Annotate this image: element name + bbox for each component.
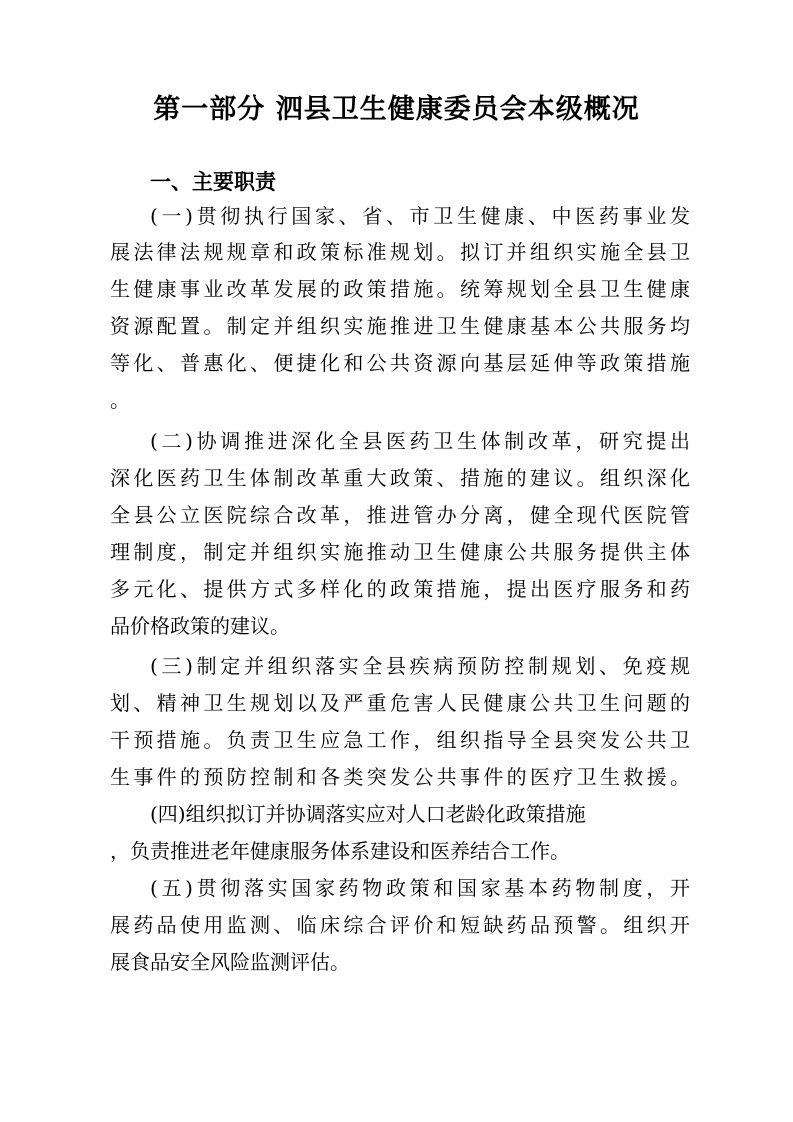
paragraph-line: 资源配置。制定并组织实施推进卫生健康基本公共服务均 <box>110 314 690 338</box>
paragraph-line: (二)协调推进深化全县医药卫生体制改革，研究提出 <box>150 429 690 453</box>
paragraph-line: 。 <box>110 388 130 412</box>
paragraph-line: (一)贯彻执行国家、省、市卫生健康、中医药事业发 <box>150 204 690 228</box>
paragraph-line: 展药品使用监测、临床综合评价和短缺药品预警。组织开 <box>110 913 690 937</box>
document-title: 第一部分 泗县卫生健康委员会本级概况 <box>153 94 640 125</box>
paragraph-line: 生事件的预防控制和各类突发公共事件的医疗卫生救援。 <box>110 765 690 789</box>
paragraph-line: (三)制定并组织落实全县疾病预防控制规划、免疫规 <box>150 654 690 678</box>
paragraph-line: 全县公立医院综合改革，推进管办分离，健全现代医院管 <box>110 503 690 527</box>
paragraph-line: 展法律法规规章和政策标准规划。拟订并组织实施全县卫 <box>110 240 690 264</box>
paragraph-line: 品价格政策的建议。 <box>110 614 290 638</box>
paragraph-line: 等化、普惠化、便捷化和公共资源向基层延伸等政策措施 <box>110 351 690 375</box>
paragraph-line: 深化医药卫生体制改革重大政策、措施的建议。组织深化 <box>110 466 690 490</box>
paragraph-line: 干预措施。负责卫生应急工作，组织指导全县突发公共卫 <box>110 728 690 752</box>
section-heading: 一、主要职责 <box>150 170 276 194</box>
paragraph-line: 展食品安全风险监测评估。 <box>110 950 350 974</box>
paragraph-line: 划、精神卫生规划以及严重危害人民健康公共卫生问题的 <box>110 691 690 715</box>
paragraph-line: (五)贯彻落实国家药物政策和国家基本药物制度，开 <box>150 876 690 900</box>
paragraph-line: 多元化、提供方式多样化的政策措施，提出医疗服务和药 <box>110 577 690 601</box>
paragraph-line: ，负责推进老年健康服务体系建设和医养结合工作。 <box>110 839 570 863</box>
paragraph-line: (四)组织拟订并协调落实应对人口老龄化政策措施 <box>150 802 586 826</box>
paragraph-line: 生健康事业改革发展的政策措施。统筹规划全县卫生健康 <box>110 277 690 301</box>
paragraph-line: 理制度，制定并组织实施推动卫生健康公共服务提供主体 <box>110 540 690 564</box>
